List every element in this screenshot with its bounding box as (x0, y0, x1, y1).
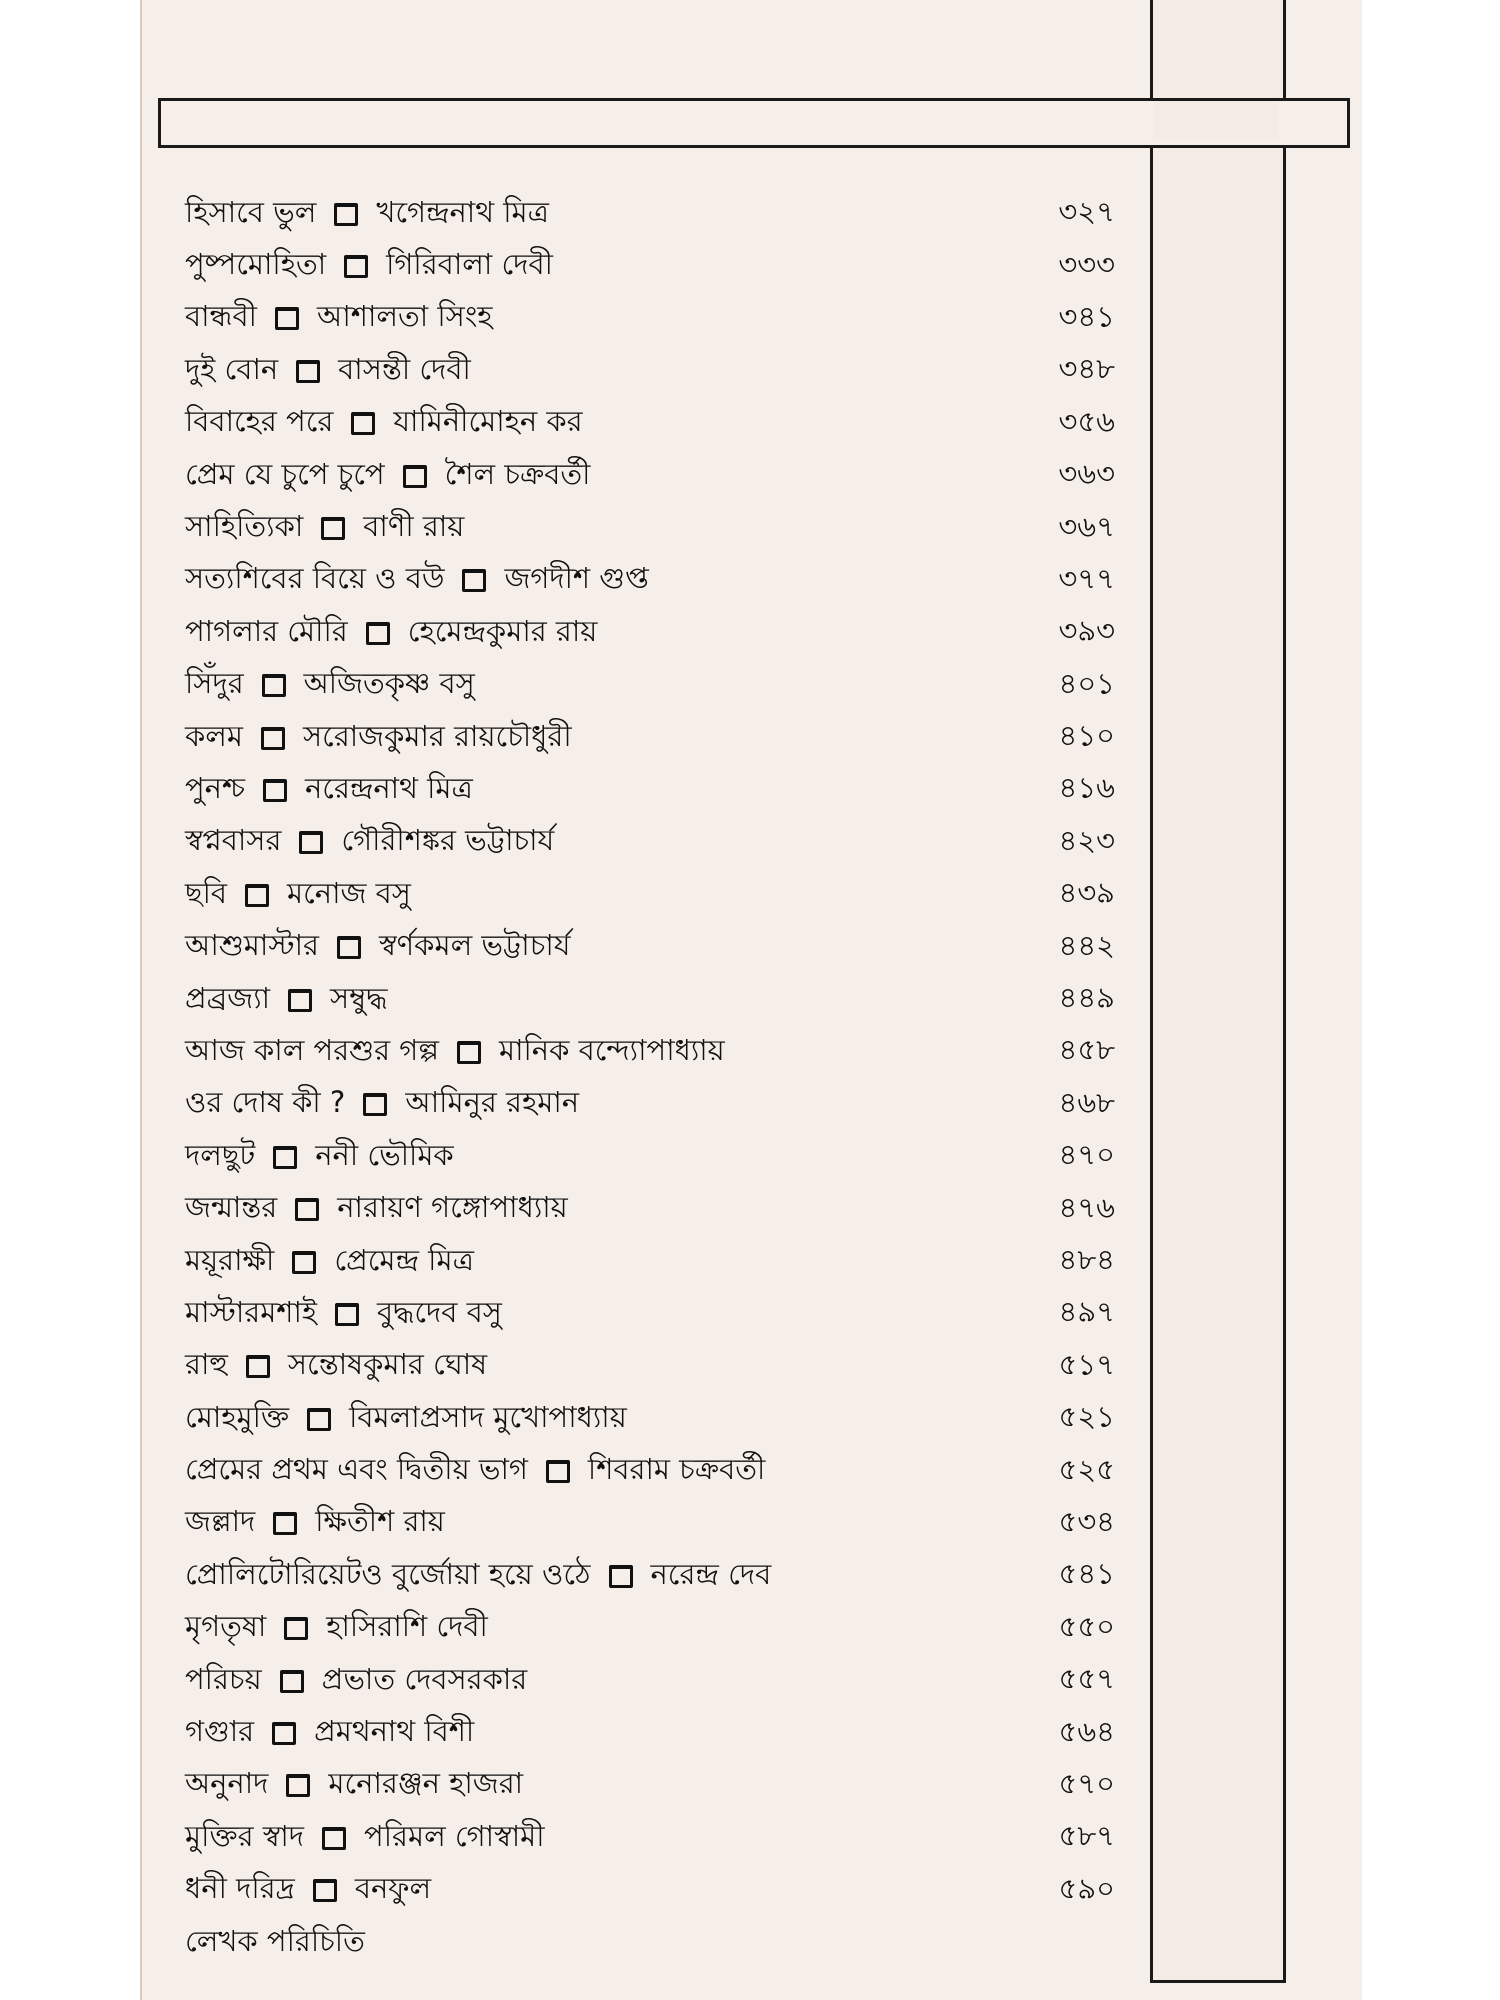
toc-entry (185, 1445, 1115, 1497)
box-separator-icon (344, 255, 368, 278)
author-name: বাসন্তী দেবী (338, 351, 471, 386)
story-title: আশুমাস্টার (185, 928, 319, 963)
author-name: নারায়ণ গঙ্গোপাধ্যায় (337, 1190, 568, 1225)
box-separator-icon (366, 622, 390, 645)
toc-entry (185, 398, 1115, 450)
box-separator-icon (288, 989, 312, 1012)
author-name: বুদ্ধদেব বসু (376, 1294, 502, 1329)
toc-entry (185, 1183, 1115, 1235)
story-title: গগুার (185, 1714, 255, 1749)
page-number: ৪৪২ (1058, 928, 1115, 963)
page-number: ৫৭০ (1058, 1766, 1115, 1801)
author-name: জগদীশ গুপ্ত (504, 561, 649, 596)
toc-entry (185, 974, 1115, 1026)
page-number: ৪৭৬ (1058, 1190, 1115, 1225)
author-name: শিবরাম চক্রবর্তী (587, 1452, 766, 1487)
author-name: ননী ভৌমিক (315, 1137, 454, 1172)
box-separator-icon (462, 569, 486, 592)
toc-entry (185, 1550, 1115, 1602)
toc-entry (185, 1288, 1115, 1340)
author-name: হাসিরাশি দেবী (326, 1609, 488, 1644)
toc-entry (185, 1760, 1115, 1812)
box-separator-icon (292, 1251, 316, 1274)
page-number: ৫৮৭ (1058, 1818, 1115, 1853)
page-number: ৫৪১ (1058, 1556, 1115, 1591)
box-separator-icon (321, 517, 345, 540)
box-separator-icon (403, 465, 427, 488)
page-number: ৫৫৭ (1058, 1661, 1115, 1696)
story-title: সাহিত্যিকা (185, 509, 304, 544)
toc-entry (185, 1917, 1115, 1969)
story-title: সিঁদুর (185, 666, 244, 701)
box-separator-icon (286, 1774, 310, 1797)
author-name: পরিমল গোস্বামী (364, 1818, 545, 1853)
page-number: ৫৬৪ (1058, 1714, 1115, 1749)
toc-entry (185, 188, 1115, 240)
author-name: বাণী রায় (363, 509, 465, 544)
page-number: ৪৮৪ (1058, 1242, 1115, 1277)
page-number: ৪৪৯ (1058, 980, 1115, 1015)
page-number: ৩৪৮ (1058, 351, 1115, 386)
page-number: ৩৬৭ (1058, 509, 1115, 544)
story-title: প্রব্রজ্যা (185, 980, 271, 1015)
story-title: মুক্তির স্বাদ (185, 1818, 305, 1853)
author-name: আশালতা সিংহ (316, 299, 493, 334)
box-separator-icon (307, 1408, 331, 1431)
box-separator-icon (363, 1093, 387, 1116)
story-title: বান্ধবী (185, 299, 257, 334)
toc-entry (185, 240, 1115, 292)
box-separator-icon (246, 1355, 270, 1378)
box-separator-icon (280, 1670, 304, 1693)
toc-entry (185, 764, 1115, 816)
toc-entry (185, 1131, 1115, 1183)
story-title: প্রেম যে চুপে চুপে (185, 456, 385, 491)
story-title: মৃগতৃষা (185, 1609, 267, 1644)
frame-junction (1153, 101, 1277, 139)
box-separator-icon (457, 1041, 481, 1064)
author-name: প্রেমেন্দ্র মিত্র (334, 1242, 474, 1277)
page-number: ৩৬৩ (1058, 456, 1115, 491)
story-title: মাস্টারমশাই (185, 1294, 317, 1329)
box-separator-icon (275, 307, 299, 330)
box-separator-icon (273, 1146, 297, 1169)
toc-entry (185, 502, 1115, 554)
toc-entry (185, 1812, 1115, 1864)
author-name: প্রভাত দেবসরকার (321, 1661, 528, 1696)
author-name: সম্বুদ্ধ (330, 980, 388, 1015)
page-number: ৫৩৪ (1058, 1504, 1115, 1539)
story-title: হিসাবে ভুল (185, 194, 317, 229)
story-title: আজ কাল পরশুর গল্প (185, 1032, 439, 1067)
author-name: সরোজকুমার রায়চৌধুরী (303, 718, 572, 753)
toc-entry (185, 1865, 1115, 1917)
story-title: বিবাহের পরে (185, 404, 334, 439)
story-title: ওর দোষ কী ? (185, 1085, 346, 1120)
page-number: ৫৯০ (1058, 1871, 1115, 1906)
story-title: রাহু (185, 1347, 228, 1382)
story-title: জন্মান্তর (185, 1190, 278, 1225)
page-number: ৪২৩ (1058, 823, 1115, 858)
page-number: ৫২৫ (1058, 1452, 1115, 1487)
author-name: শৈল চক্রবর্তী (444, 456, 591, 491)
author-name: মানিক বন্দ্যোপাধ্যায় (499, 1032, 725, 1067)
toc-entry (185, 1079, 1115, 1131)
story-title: প্রোলিটোরিয়েটও বুর্জোয়া হয়ে ওঠে (185, 1556, 591, 1591)
page-number: ৩৪১ (1058, 299, 1115, 334)
page-number: ৪১৬ (1058, 770, 1115, 805)
toc-entry (185, 1341, 1115, 1393)
toc-entry (185, 712, 1115, 764)
toc-entry (185, 555, 1115, 607)
story-title: দলছুট (185, 1137, 256, 1172)
page-number: ৩২৭ (1058, 194, 1115, 229)
box-separator-icon (351, 412, 375, 435)
toc-entry (185, 450, 1115, 502)
toc-entry (185, 607, 1115, 659)
toc-entry (185, 1498, 1115, 1550)
toc-entry (185, 660, 1115, 712)
page-number: ৪৬৮ (1058, 1085, 1115, 1120)
page-number: ৪০১ (1058, 666, 1115, 701)
page-number: ৩৩৩ (1058, 247, 1115, 282)
box-separator-icon (261, 727, 285, 750)
box-separator-icon (609, 1565, 633, 1588)
toc-entry (185, 1393, 1115, 1445)
story-title: লেখক পরিচিতি (185, 1923, 365, 1958)
author-name: সন্তোষকুমার ঘোষ (287, 1347, 488, 1382)
box-separator-icon (284, 1617, 308, 1640)
page-number: ৪৫৮ (1058, 1032, 1115, 1067)
story-title: পুনশ্চ (185, 770, 245, 805)
page-number: ৫৫০ (1058, 1609, 1115, 1644)
author-name: যামিনীমোহন কর (393, 404, 583, 439)
box-separator-icon (273, 1512, 297, 1535)
box-separator-icon (272, 1722, 296, 1745)
box-separator-icon (296, 360, 320, 383)
toc-entry (185, 817, 1115, 869)
box-separator-icon (313, 1879, 337, 1902)
story-title: পুষ্পমোহিতা (185, 247, 327, 282)
story-title: ময়ূরাক্ষী (185, 1242, 275, 1277)
table-of-contents (185, 188, 1115, 1969)
story-title: দুই বোন (185, 351, 279, 386)
toc-entry (185, 1655, 1115, 1707)
box-separator-icon (546, 1460, 570, 1483)
page-number: ৪১০ (1058, 718, 1115, 753)
page-number: ৩৯৩ (1058, 613, 1115, 648)
story-title: কলম (185, 718, 244, 753)
page-number: ৫২১ (1058, 1399, 1115, 1434)
author-name: বিমলাপ্রসাদ মুখোপাধ্যায় (349, 1399, 627, 1434)
page-number: ৪৯৭ (1058, 1294, 1115, 1329)
story-title: পরিচয় (185, 1661, 262, 1696)
author-name: স্বর্ণকমল ভট্টাচার্য (379, 928, 571, 963)
author-name: হেমেন্দ্রকুমার রায় (407, 613, 598, 648)
box-separator-icon (245, 884, 269, 907)
author-name: অজিতকৃষ্ণ বসু (303, 666, 475, 701)
box-separator-icon (337, 936, 361, 959)
box-separator-icon (335, 1303, 359, 1326)
box-separator-icon (334, 203, 358, 226)
toc-entry (185, 869, 1115, 921)
story-title: জল্লাদ (185, 1504, 256, 1539)
author-name: বনফুল (354, 1871, 432, 1906)
toc-entry (185, 1026, 1115, 1078)
author-name: নরেন্দ্রনাথ মিত্র (305, 770, 473, 805)
author-name: খগেন্দ্রনাথ মিত্র (376, 194, 549, 229)
toc-entry (185, 1603, 1115, 1655)
author-name: আমিনুর রহমান (405, 1085, 580, 1120)
author-name: গিরিবালা দেবী (386, 247, 553, 282)
toc-entry (185, 293, 1115, 345)
story-title: ধনী দরিদ্র (185, 1871, 295, 1906)
author-name: ক্ষিতীশ রায় (315, 1504, 445, 1539)
story-title: পাগলার মৌরি (185, 613, 348, 648)
toc-entry (185, 921, 1115, 973)
story-title: প্রেমের প্রথম এবং দ্বিতীয় ভাগ (185, 1452, 528, 1487)
box-separator-icon (299, 831, 323, 854)
author-name: গৌরীশঙ্কর ভট্টাচার্য (341, 823, 555, 858)
page-number: ৫১৭ (1058, 1347, 1115, 1382)
story-title: সত্যশিবের বিয়ে ও বউ (185, 561, 445, 596)
decorative-vertical-border (1150, 0, 1286, 1983)
story-title: স্বপ্নবাসর (185, 823, 282, 858)
author-name: নরেন্দ্র দেব (650, 1556, 772, 1591)
toc-entry (185, 1236, 1115, 1288)
toc-entry (185, 1707, 1115, 1759)
author-name: প্রমথনাথ বিশী (314, 1714, 475, 1749)
story-title: ছবি (185, 875, 228, 910)
author-name: মনোজ বসু (287, 875, 411, 910)
page-number: ৪৩৯ (1058, 875, 1115, 910)
story-title: মোহমুক্তি (185, 1399, 290, 1434)
box-separator-icon (262, 674, 286, 697)
page-number: ৪৭০ (1058, 1137, 1115, 1172)
box-separator-icon (263, 779, 287, 802)
box-separator-icon (295, 1198, 319, 1221)
story-title: অনুনাদ (185, 1766, 269, 1801)
author-name: মনোরঞ্জন হাজরা (328, 1766, 524, 1801)
page-number: ৩৭৭ (1058, 561, 1115, 596)
page-number: ৩৫৬ (1058, 404, 1115, 439)
box-separator-icon (322, 1827, 346, 1850)
toc-entry (185, 345, 1115, 397)
